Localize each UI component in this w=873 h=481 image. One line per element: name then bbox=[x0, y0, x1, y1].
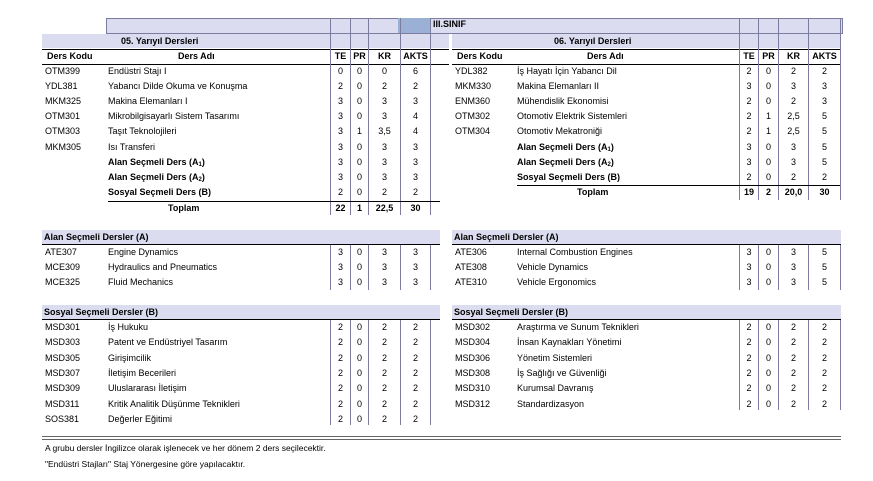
course-pr: 0 bbox=[356, 186, 362, 197]
course-code: OTM303 bbox=[45, 126, 81, 137]
course-kr: 2 bbox=[381, 413, 387, 424]
course-te: 2 bbox=[746, 171, 752, 182]
course-pr: 0 bbox=[765, 141, 771, 152]
course-pr: 0 bbox=[356, 111, 362, 122]
col-header-pr: PR bbox=[762, 51, 775, 61]
course-kr: 0 bbox=[381, 66, 387, 76]
total-te: 19 bbox=[743, 187, 754, 197]
course-akts: 3 bbox=[412, 247, 418, 257]
course-code: MCE325 bbox=[45, 277, 81, 287]
course-akts: 4 bbox=[412, 111, 418, 122]
course-akts: 3 bbox=[412, 277, 418, 287]
course-te: 2 bbox=[337, 322, 343, 332]
course-pr: 0 bbox=[765, 352, 771, 363]
course-akts: 2 bbox=[412, 352, 418, 363]
course-akts: 2 bbox=[821, 171, 827, 182]
course-te: 3 bbox=[337, 111, 343, 122]
course-akts: 3 bbox=[412, 156, 418, 167]
course-name: Otomotiv Mekatroniği bbox=[517, 126, 603, 137]
course-name: Alan Seçmeli Ders $(A_2)$ bbox=[108, 171, 205, 183]
course-code: MSD309 bbox=[45, 383, 81, 394]
course-te: 3 bbox=[746, 247, 752, 257]
class-header-title: III.SINIF bbox=[433, 19, 467, 29]
course-code: MSD303 bbox=[45, 337, 81, 348]
course-pr: 0 bbox=[765, 96, 771, 107]
course-pr: 1 bbox=[356, 126, 362, 137]
course-code: MSD305 bbox=[45, 352, 81, 363]
course-kr: 2 bbox=[790, 352, 796, 363]
sem5-title: 05. Yarıyıl Dersleri bbox=[121, 36, 199, 46]
course-name: Yönetim Sistemleri bbox=[517, 352, 593, 363]
course-pr: 0 bbox=[765, 81, 771, 92]
col-header-kr: KR bbox=[787, 51, 800, 61]
total-kr: 22,5 bbox=[375, 203, 394, 213]
course-kr: 2 bbox=[790, 337, 796, 348]
course-akts: 2 bbox=[412, 322, 418, 332]
column-separator bbox=[840, 18, 841, 200]
course-te: 2 bbox=[746, 322, 752, 332]
course-kr: 3 bbox=[790, 247, 796, 257]
course-kr: 2 bbox=[790, 322, 796, 332]
col-header-te: TE bbox=[334, 51, 347, 61]
course-akts: 2 bbox=[821, 367, 827, 378]
course-name: Engine Dynamics bbox=[108, 247, 179, 257]
course-name: Endüstri Stajı I bbox=[108, 66, 167, 76]
total-pr: 2 bbox=[765, 187, 771, 197]
course-te: 3 bbox=[746, 277, 752, 287]
col-header-code: Ders Kodu bbox=[47, 51, 93, 61]
course-te: 3 bbox=[337, 171, 343, 182]
course-akts: 5 bbox=[821, 247, 827, 257]
course-name: Kritik Analitik Düşünme Teknikleri bbox=[108, 398, 240, 409]
course-code: MSD306 bbox=[455, 352, 491, 363]
course-code: OTM399 bbox=[45, 66, 81, 76]
course-code: MKM330 bbox=[455, 81, 492, 92]
course-name: Fluid Mechanics bbox=[108, 277, 174, 287]
course-name: Isı Transferi bbox=[108, 141, 156, 152]
course-te: 2 bbox=[746, 398, 752, 409]
course-code: MSD307 bbox=[45, 367, 81, 378]
course-kr: 2 bbox=[381, 398, 387, 409]
course-kr: 3,5 bbox=[378, 126, 391, 137]
course-name: Sosyal Seçmeli Ders (B) bbox=[517, 171, 621, 182]
course-pr: 0 bbox=[356, 96, 362, 107]
course-akts: 2 bbox=[412, 398, 418, 409]
course-kr: 3 bbox=[790, 81, 796, 92]
course-code: OTM304 bbox=[455, 126, 491, 137]
course-akts: 2 bbox=[412, 367, 418, 378]
col-header-kr: KR bbox=[378, 51, 391, 61]
course-kr: 2 bbox=[790, 171, 796, 182]
course-kr: 2 bbox=[381, 186, 387, 197]
course-name: Alan Seçmeli Ders $(A_1)$ bbox=[517, 141, 614, 153]
course-te: 3 bbox=[337, 96, 343, 107]
column-separator bbox=[430, 305, 431, 425]
course-pr: 0 bbox=[356, 413, 362, 424]
course-te: 3 bbox=[746, 141, 752, 152]
total-te: 22 bbox=[335, 203, 346, 213]
course-pr: 0 bbox=[765, 171, 771, 182]
col-header-akts: AKTS bbox=[403, 51, 428, 61]
course-te: 3 bbox=[746, 262, 752, 272]
course-akts: 2 bbox=[821, 352, 827, 363]
course-kr: 2 bbox=[790, 96, 796, 107]
course-name: Makina Elemanları I bbox=[108, 96, 188, 107]
course-name: Yabancı Dilde Okuma ve Konuşma bbox=[108, 81, 248, 92]
course-code: MKM305 bbox=[45, 141, 82, 152]
course-akts: 2 bbox=[821, 383, 827, 394]
course-code: MSD301 bbox=[45, 322, 81, 332]
course-te: 3 bbox=[337, 126, 343, 137]
course-akts: 6 bbox=[412, 66, 418, 76]
course-akts: 5 bbox=[821, 141, 827, 152]
course-kr: 2,5 bbox=[787, 111, 800, 122]
course-akts: 5 bbox=[821, 262, 827, 272]
course-kr: 2 bbox=[381, 81, 387, 92]
course-kr: 3 bbox=[790, 262, 796, 272]
col-header-akts: AKTS bbox=[812, 51, 837, 61]
course-te: 2 bbox=[746, 111, 752, 122]
course-pr: 0 bbox=[765, 156, 771, 167]
course-akts: 2 bbox=[821, 66, 827, 76]
course-name: İletişim Becerileri bbox=[108, 367, 177, 378]
course-te: 2 bbox=[746, 126, 752, 137]
course-kr: 3 bbox=[381, 141, 387, 152]
course-code: MSD312 bbox=[455, 398, 491, 409]
course-pr: 0 bbox=[356, 398, 362, 409]
course-pr: 0 bbox=[356, 383, 362, 394]
course-pr: 0 bbox=[765, 66, 771, 76]
course-name: Patent ve Endüstriyel Tasarım bbox=[108, 337, 228, 348]
course-pr: 0 bbox=[765, 277, 771, 287]
course-kr: 3 bbox=[790, 277, 796, 287]
column-separator bbox=[840, 305, 841, 410]
course-kr: 2 bbox=[790, 398, 796, 409]
course-kr: 2 bbox=[790, 367, 796, 378]
class-header-highlight bbox=[398, 18, 431, 33]
sosyalB-left-title: Sosyal Seçmeli Dersler (B) bbox=[44, 307, 159, 317]
total-kr: 20,0 bbox=[784, 187, 803, 197]
course-te: 2 bbox=[337, 383, 343, 394]
note-1: A grubu dersler İngilizce olarak işlenecek ve her dönem 2 ders seçilecektir. bbox=[45, 443, 326, 453]
course-kr: 3 bbox=[381, 262, 387, 272]
course-kr: 2 bbox=[790, 383, 796, 394]
course-kr: 3 bbox=[381, 171, 387, 182]
sem6-title: 06. Yarıyıl Dersleri bbox=[554, 36, 632, 46]
course-te: 3 bbox=[337, 277, 343, 287]
course-code: MSD308 bbox=[455, 367, 491, 378]
course-name: Taşıt Teknolojileri bbox=[108, 126, 177, 137]
course-akts: 2 bbox=[821, 322, 827, 332]
course-name: Alan Seçmeli Ders $(A_2)$ bbox=[517, 156, 614, 168]
col-header-te: TE bbox=[743, 51, 755, 61]
col-header-code: Ders Kodu bbox=[457, 51, 503, 61]
course-pr: 0 bbox=[356, 66, 362, 76]
course-code: MSD302 bbox=[455, 322, 491, 332]
total-rule bbox=[517, 185, 840, 186]
course-code: SOS381 bbox=[45, 413, 80, 424]
course-akts: 5 bbox=[821, 111, 827, 122]
course-code: YDL381 bbox=[45, 81, 78, 92]
course-name: Sosyal Seçmeli Ders (B) bbox=[108, 186, 212, 197]
course-name: Değerler Eğitimi bbox=[108, 413, 173, 424]
total-akts: 30 bbox=[819, 187, 830, 197]
course-name: Vehicle Ergonomics bbox=[517, 277, 597, 287]
course-te: 2 bbox=[746, 66, 752, 76]
course-akts: 2 bbox=[412, 186, 418, 197]
course-name: Internal Combustion Engines bbox=[517, 247, 633, 257]
course-akts: 2 bbox=[412, 81, 418, 92]
course-akts: 2 bbox=[412, 383, 418, 394]
course-name: İş Hukuku bbox=[108, 322, 149, 332]
course-kr: 2 bbox=[381, 367, 387, 378]
course-code: ATE307 bbox=[45, 247, 77, 257]
course-te: 3 bbox=[337, 247, 343, 257]
course-name: Vehicle Dynamics bbox=[517, 262, 589, 272]
course-te: 3 bbox=[337, 141, 343, 152]
course-te: 3 bbox=[746, 81, 752, 92]
course-kr: 3 bbox=[381, 247, 387, 257]
course-akts: 2 bbox=[821, 398, 827, 409]
course-pr: 0 bbox=[765, 398, 771, 409]
total-rule bbox=[108, 201, 440, 202]
course-pr: 0 bbox=[356, 156, 362, 167]
course-name: Mühendislik Ekonomisi bbox=[517, 96, 609, 107]
sem5-title-bar bbox=[42, 34, 449, 48]
course-code: MSD304 bbox=[455, 337, 491, 348]
course-name: Uluslararası İletişim bbox=[108, 383, 187, 394]
course-name: Kurumsal Davranış bbox=[517, 383, 594, 394]
total-label: Toplam bbox=[577, 187, 609, 197]
course-akts: 2 bbox=[821, 337, 827, 348]
course-pr: 0 bbox=[356, 262, 362, 272]
course-code: MKM325 bbox=[45, 96, 82, 107]
course-te: 2 bbox=[337, 186, 343, 197]
course-name: Hydraulics and Pneumatics bbox=[108, 262, 218, 272]
col-header-name: Ders Adı bbox=[587, 51, 624, 61]
course-akts: 3 bbox=[412, 96, 418, 107]
course-akts: 3 bbox=[412, 171, 418, 182]
course-pr: 0 bbox=[765, 262, 771, 272]
course-kr: 3 bbox=[790, 141, 796, 152]
course-te: 2 bbox=[337, 367, 343, 378]
column-separator bbox=[430, 18, 431, 215]
course-te: 2 bbox=[746, 96, 752, 107]
course-akts: 5 bbox=[821, 277, 827, 287]
course-akts: 5 bbox=[821, 126, 827, 137]
course-kr: 3 bbox=[381, 277, 387, 287]
total-label: Toplam bbox=[168, 203, 200, 213]
course-name: İş Sağlığı ve Güvenliği bbox=[517, 367, 607, 378]
course-pr: 0 bbox=[356, 247, 362, 257]
course-te: 2 bbox=[746, 337, 752, 348]
class-header-bar bbox=[106, 18, 843, 34]
course-name: Alan Seçmeli Ders $(A_1)$ bbox=[108, 156, 205, 168]
sosyalB-right-title: Sosyal Seçmeli Dersler (B) bbox=[454, 307, 569, 317]
course-pr: 0 bbox=[356, 81, 362, 92]
course-code: ATE306 bbox=[455, 247, 487, 257]
course-pr: 0 bbox=[765, 383, 771, 394]
course-kr: 2 bbox=[381, 337, 387, 348]
course-kr: 3 bbox=[381, 111, 387, 122]
sem6-title-bar bbox=[452, 34, 841, 48]
course-te: 2 bbox=[337, 398, 343, 409]
course-te: 2 bbox=[337, 352, 343, 363]
alanA-right-title: Alan Seçmeli Dersler (A) bbox=[454, 232, 559, 242]
course-akts: 3 bbox=[412, 141, 418, 152]
course-akts: 3 bbox=[821, 81, 827, 92]
course-akts: 5 bbox=[821, 156, 827, 167]
course-name: Otomotiv Elektrik Sistemleri bbox=[517, 111, 628, 122]
course-te: 3 bbox=[337, 262, 343, 272]
col-header-pr: PR bbox=[353, 51, 366, 61]
course-name: Girişimcilik bbox=[108, 352, 151, 363]
course-te: 2 bbox=[746, 367, 752, 378]
course-pr: 0 bbox=[765, 322, 771, 332]
course-kr: 3 bbox=[790, 156, 796, 167]
course-pr: 0 bbox=[356, 141, 362, 152]
course-kr: 2 bbox=[790, 66, 796, 76]
course-code: YDL382 bbox=[455, 66, 488, 76]
course-pr: 1 bbox=[765, 126, 771, 137]
course-akts: 3 bbox=[821, 96, 827, 107]
course-name: İnsan Kaynakları Yönetimi bbox=[517, 337, 622, 348]
note-2: "Endüstri Stajları" Staj Yönergesine göre yapılacaktır. bbox=[45, 459, 246, 469]
course-pr: 0 bbox=[356, 367, 362, 378]
course-name: Standardizasyon bbox=[517, 398, 585, 409]
total-akts: 30 bbox=[410, 203, 421, 213]
course-te: 2 bbox=[337, 337, 343, 348]
course-akts: 2 bbox=[412, 337, 418, 348]
col-header-name: Ders Adı bbox=[178, 51, 215, 61]
course-kr: 3 bbox=[381, 156, 387, 167]
course-code: MCE309 bbox=[45, 262, 81, 272]
course-te: 2 bbox=[337, 413, 343, 424]
course-te: 2 bbox=[746, 352, 752, 363]
course-pr: 0 bbox=[356, 277, 362, 287]
course-pr: 0 bbox=[356, 337, 362, 348]
alanA-left-title: Alan Seçmeli Dersler (A) bbox=[44, 232, 149, 242]
course-kr: 2 bbox=[381, 383, 387, 394]
course-code: MSD310 bbox=[455, 383, 491, 394]
course-te: 2 bbox=[746, 383, 752, 394]
course-code: ATE308 bbox=[455, 262, 487, 272]
course-pr: 0 bbox=[356, 322, 362, 332]
course-akts: 2 bbox=[412, 413, 418, 424]
course-te: 3 bbox=[746, 156, 752, 167]
course-pr: 0 bbox=[765, 367, 771, 378]
footer-rule bbox=[42, 436, 841, 440]
course-kr: 2,5 bbox=[787, 126, 800, 137]
course-kr: 2 bbox=[381, 352, 387, 363]
course-code: OTM302 bbox=[455, 111, 491, 122]
course-pr: 1 bbox=[765, 111, 771, 122]
course-code: OTM301 bbox=[45, 111, 81, 122]
course-akts: 4 bbox=[412, 126, 418, 137]
course-name: İş Hayatı İçin Yabancı Dil bbox=[517, 66, 617, 76]
course-pr: 0 bbox=[765, 337, 771, 348]
course-code: MSD311 bbox=[45, 398, 80, 409]
course-pr: 0 bbox=[356, 171, 362, 182]
course-code: ENM360 bbox=[455, 96, 491, 107]
course-pr: 0 bbox=[356, 352, 362, 363]
course-te: 2 bbox=[337, 81, 343, 92]
course-te: 3 bbox=[337, 156, 343, 167]
course-code: ATE310 bbox=[455, 277, 487, 287]
course-kr: 2 bbox=[381, 322, 387, 332]
total-pr: 1 bbox=[356, 203, 362, 213]
course-pr: 0 bbox=[765, 247, 771, 257]
course-te: 0 bbox=[337, 66, 343, 76]
course-name: Makina Elemanları II bbox=[517, 81, 600, 92]
course-name: Araştırma ve Sunum Teknikleri bbox=[517, 322, 639, 332]
course-akts: 3 bbox=[412, 262, 418, 272]
course-kr: 3 bbox=[381, 96, 387, 107]
course-name: Mikrobilgisayarlı Sistem Tasarımı bbox=[108, 111, 240, 122]
